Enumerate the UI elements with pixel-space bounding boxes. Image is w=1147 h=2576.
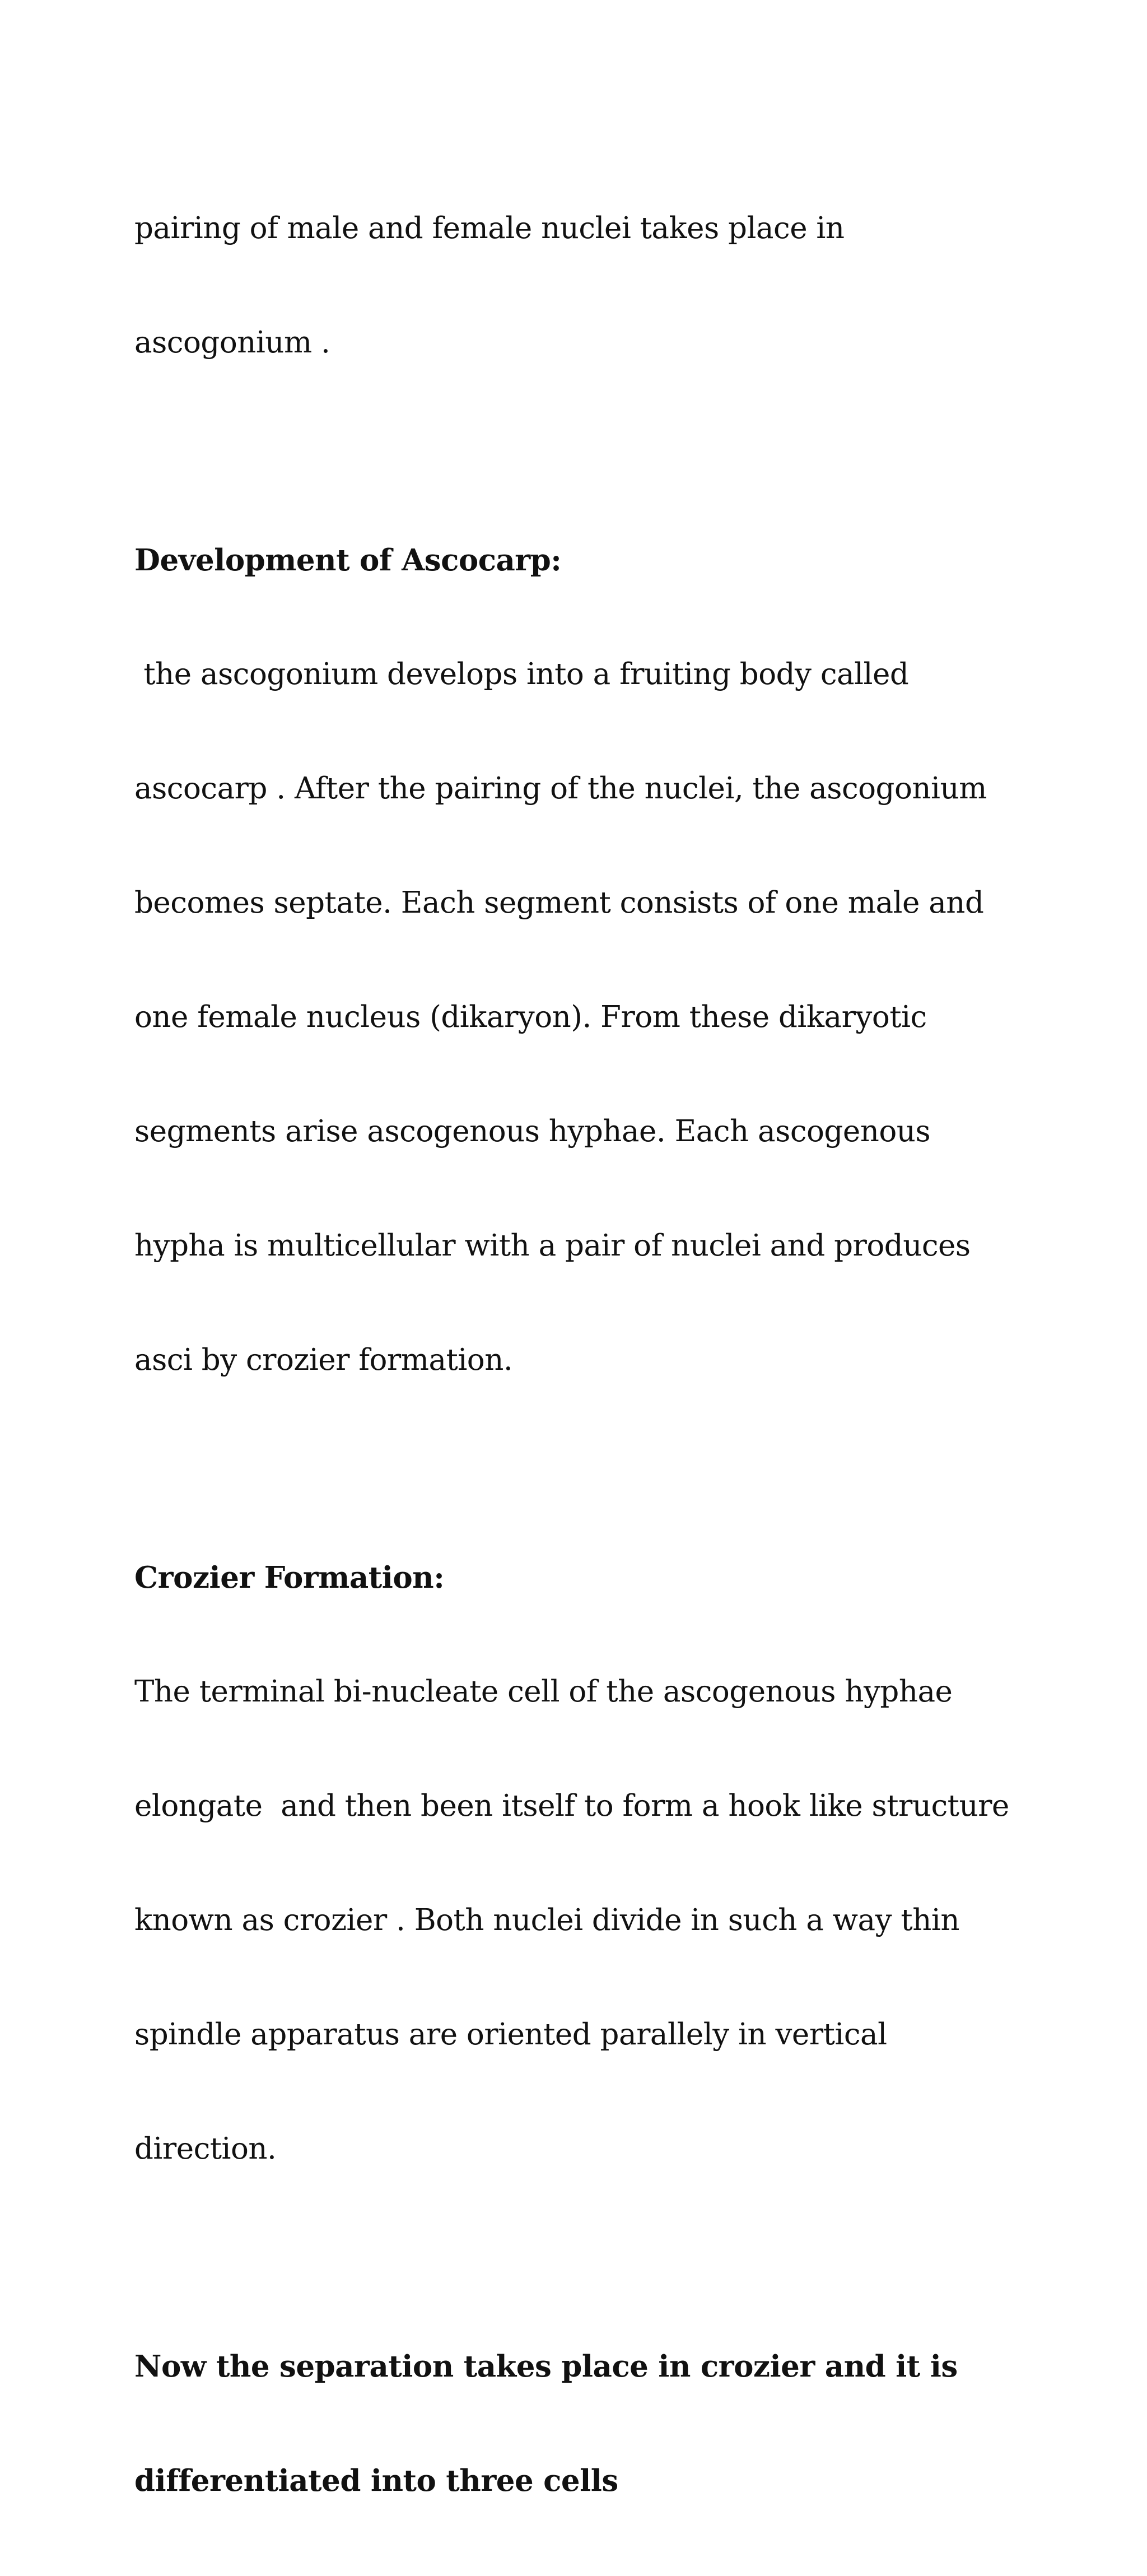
development-heading: Development of Ascocarp: [134, 543, 562, 578]
paragraph-spacer [134, 1456, 1019, 1482]
crozier-heading: Crozier Formation: [134, 1560, 445, 1595]
text-line: the ascogonium develops into a fruiting body called [134, 657, 909, 691]
intro-paragraph [134, 133, 1019, 438]
paragraph-spacer [134, 438, 1019, 465]
crozier-section [134, 1482, 1019, 2244]
text-line: ascocarp . After the pairing of the nuclei, the ascogonium [134, 771, 987, 806]
text-line: elongate and then been itself to form a hook like structure [134, 1789, 1009, 1823]
text-line: hypha is multicellular with a pair of nuclei and produces [134, 1229, 971, 1263]
closing-paragraph [134, 2271, 1019, 2576]
text-line: direction. [134, 2132, 277, 2166]
text-line: ascogonium . [134, 326, 330, 360]
paragraph-spacer [134, 2244, 1019, 2271]
document-body [134, 133, 1019, 2576]
text-line: pairing of male and female nuclei takes place in [134, 211, 845, 245]
text-line: one female nucleus (dikaryon). From these dikaryotic [134, 1000, 927, 1034]
text-line: segments arise ascogenous hyphae. Each ascogenous [134, 1114, 931, 1148]
development-section [134, 465, 1019, 1456]
text-line: becomes septate. Each segment consists of one male and [134, 886, 984, 920]
text-line: asci by crozier formation. [134, 1343, 513, 1377]
text-line: Now the separation takes place in crozier and it is [134, 2349, 958, 2384]
text-line: differentiated into three cells [134, 2463, 618, 2498]
text-line: spindle apparatus are oriented parallely in vertical [134, 2017, 887, 2052]
text-line: known as crozier . Both nuclei divide in such a way thin [134, 1903, 959, 1937]
text-line: The terminal bi-nucleate cell of the ascogenous hyphae [134, 1675, 953, 1709]
